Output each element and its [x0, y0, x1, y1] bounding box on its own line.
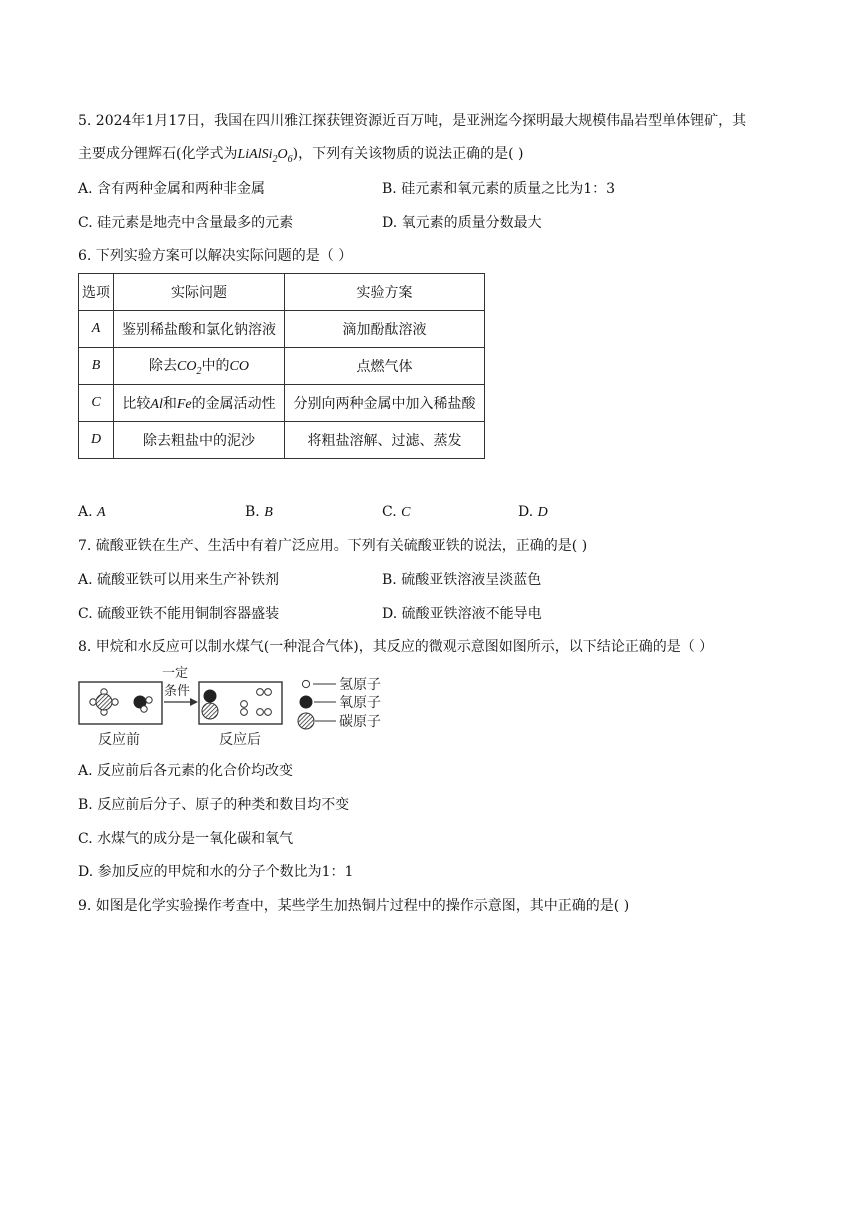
table-cell-option: A	[79, 311, 114, 348]
q5-stem-line2	[78, 144, 523, 170]
table-cell-plan: 点燃气体	[285, 348, 485, 385]
q8-option-a: A. 反应前后各元素的化合价均改变	[78, 763, 294, 779]
table-header-row	[79, 274, 485, 311]
table-cell-plan: 滴加酚酞溶液	[285, 311, 485, 348]
q6-stem: 6. 下列实验方案可以解决实际问题的是（ ）	[78, 248, 353, 264]
q6-option-b: B. B	[245, 504, 273, 520]
legend-oxygen	[300, 695, 382, 711]
table-row	[79, 348, 485, 385]
q8-option-c: C. 水煤气的成分是一氧化碳和氧气	[78, 831, 294, 847]
legend-carbon	[298, 713, 381, 730]
water-molecule	[134, 696, 153, 713]
table-cell-option: D	[79, 422, 114, 459]
svg-text:氧原子: 氧原子	[339, 695, 381, 711]
svg-text:氢原子: 氢原子	[339, 677, 381, 693]
q8-option-b: B. 反应前后分子、原子的种类和数目均不变	[78, 797, 350, 813]
methane-molecule	[90, 689, 118, 715]
q7-option-c: C. 硫酸亚铁不能用铜制容器盛装	[78, 606, 280, 622]
table-header-cell: 实验方案	[285, 274, 485, 311]
q5-option-a: A. 含有两种金属和两种非金属	[78, 181, 266, 197]
carbon-monoxide-molecule	[202, 690, 218, 720]
q6-option-a: A. A	[78, 504, 106, 520]
table-cell-plan: 将粗盐溶解、过滤、蒸发	[285, 422, 485, 459]
q7-stem: 7. 硫酸亚铁在生产、生活中有着广泛应用。下列有关硫酸亚铁的说法，正确的是( )	[78, 538, 588, 554]
reaction-diagram	[78, 662, 398, 752]
table-cell-option: C	[79, 385, 114, 422]
label-after: 反应后	[219, 732, 261, 748]
table-header-cell: 实际问题	[114, 274, 285, 311]
table-cell-problem: 除去粗盐中的泥沙	[114, 422, 285, 459]
table-cell-plan: 分别向两种金属中加入稀盐酸	[285, 385, 485, 422]
q5-option-b: B. 硅元素和氧元素的质量之比为1：3	[382, 181, 616, 197]
q5-stem-pre: 主要成分锂辉石(化学式为	[78, 146, 238, 162]
legend-hydrogen	[302, 677, 381, 693]
table-cell-problem: 比较Al和Fe的金属活动性	[114, 385, 285, 422]
q5-option-c: C. 硅元素是地壳中含量最多的元素	[78, 215, 294, 231]
q5-formula: $LiAlSi_2O_6$	[237, 147, 293, 165]
q6-table	[78, 273, 485, 459]
q6-option-d: D. D	[518, 504, 548, 520]
table-row	[79, 385, 485, 422]
svg-text:碳原子: 碳原子	[339, 714, 381, 730]
q8-option-d: D. 参加反应的甲烷和水的分子个数比为1：1	[78, 864, 354, 880]
table-row	[79, 422, 485, 459]
q5-option-d: D. 氧元素的质量分数最大	[382, 215, 542, 231]
q9-stem: 9. 如图是化学实验操作考查中，某些学生加热铜片过程中的操作示意图，其中正确的是( )	[78, 898, 630, 914]
q8-stem: 8. 甲烷和水反应可以制水煤气(一种混合气体)，其反应的微观示意图如图所示，以下结论正确的是（ ）	[78, 639, 714, 655]
q7-option-b: B. 硫酸亚铁溶液呈淡蓝色	[382, 572, 542, 588]
label-before: 反应前	[98, 732, 140, 748]
hydrogen-molecules	[241, 689, 272, 716]
q5-stem-line1: 5. 2024年1月17日，我国在四川雅江探获锂资源近百万吨，是亚洲迄今探明最大规模伟晶岩型单体锂矿，其	[78, 113, 747, 129]
table-row	[79, 311, 485, 348]
q7-option-d: D. 硫酸亚铁溶液不能导电	[382, 606, 542, 622]
table-cell-problem: 除去$CO_2$中的CO	[114, 348, 285, 385]
table-cell-problem: 鉴别稀盐酸和氯化钠溶液	[114, 311, 285, 348]
table-cell-option: B	[79, 348, 114, 385]
condition-bottom: 条件	[164, 684, 191, 699]
q6-option-c: C. C	[382, 504, 411, 520]
condition-top: 一定	[162, 666, 189, 681]
q7-option-a: A. 硫酸亚铁可以用来生产补铁剂	[78, 572, 280, 588]
table-header-cell: 选项	[79, 274, 114, 311]
q5-stem-post: )，下列有关该物质的说法正确的是( )	[292, 146, 524, 162]
